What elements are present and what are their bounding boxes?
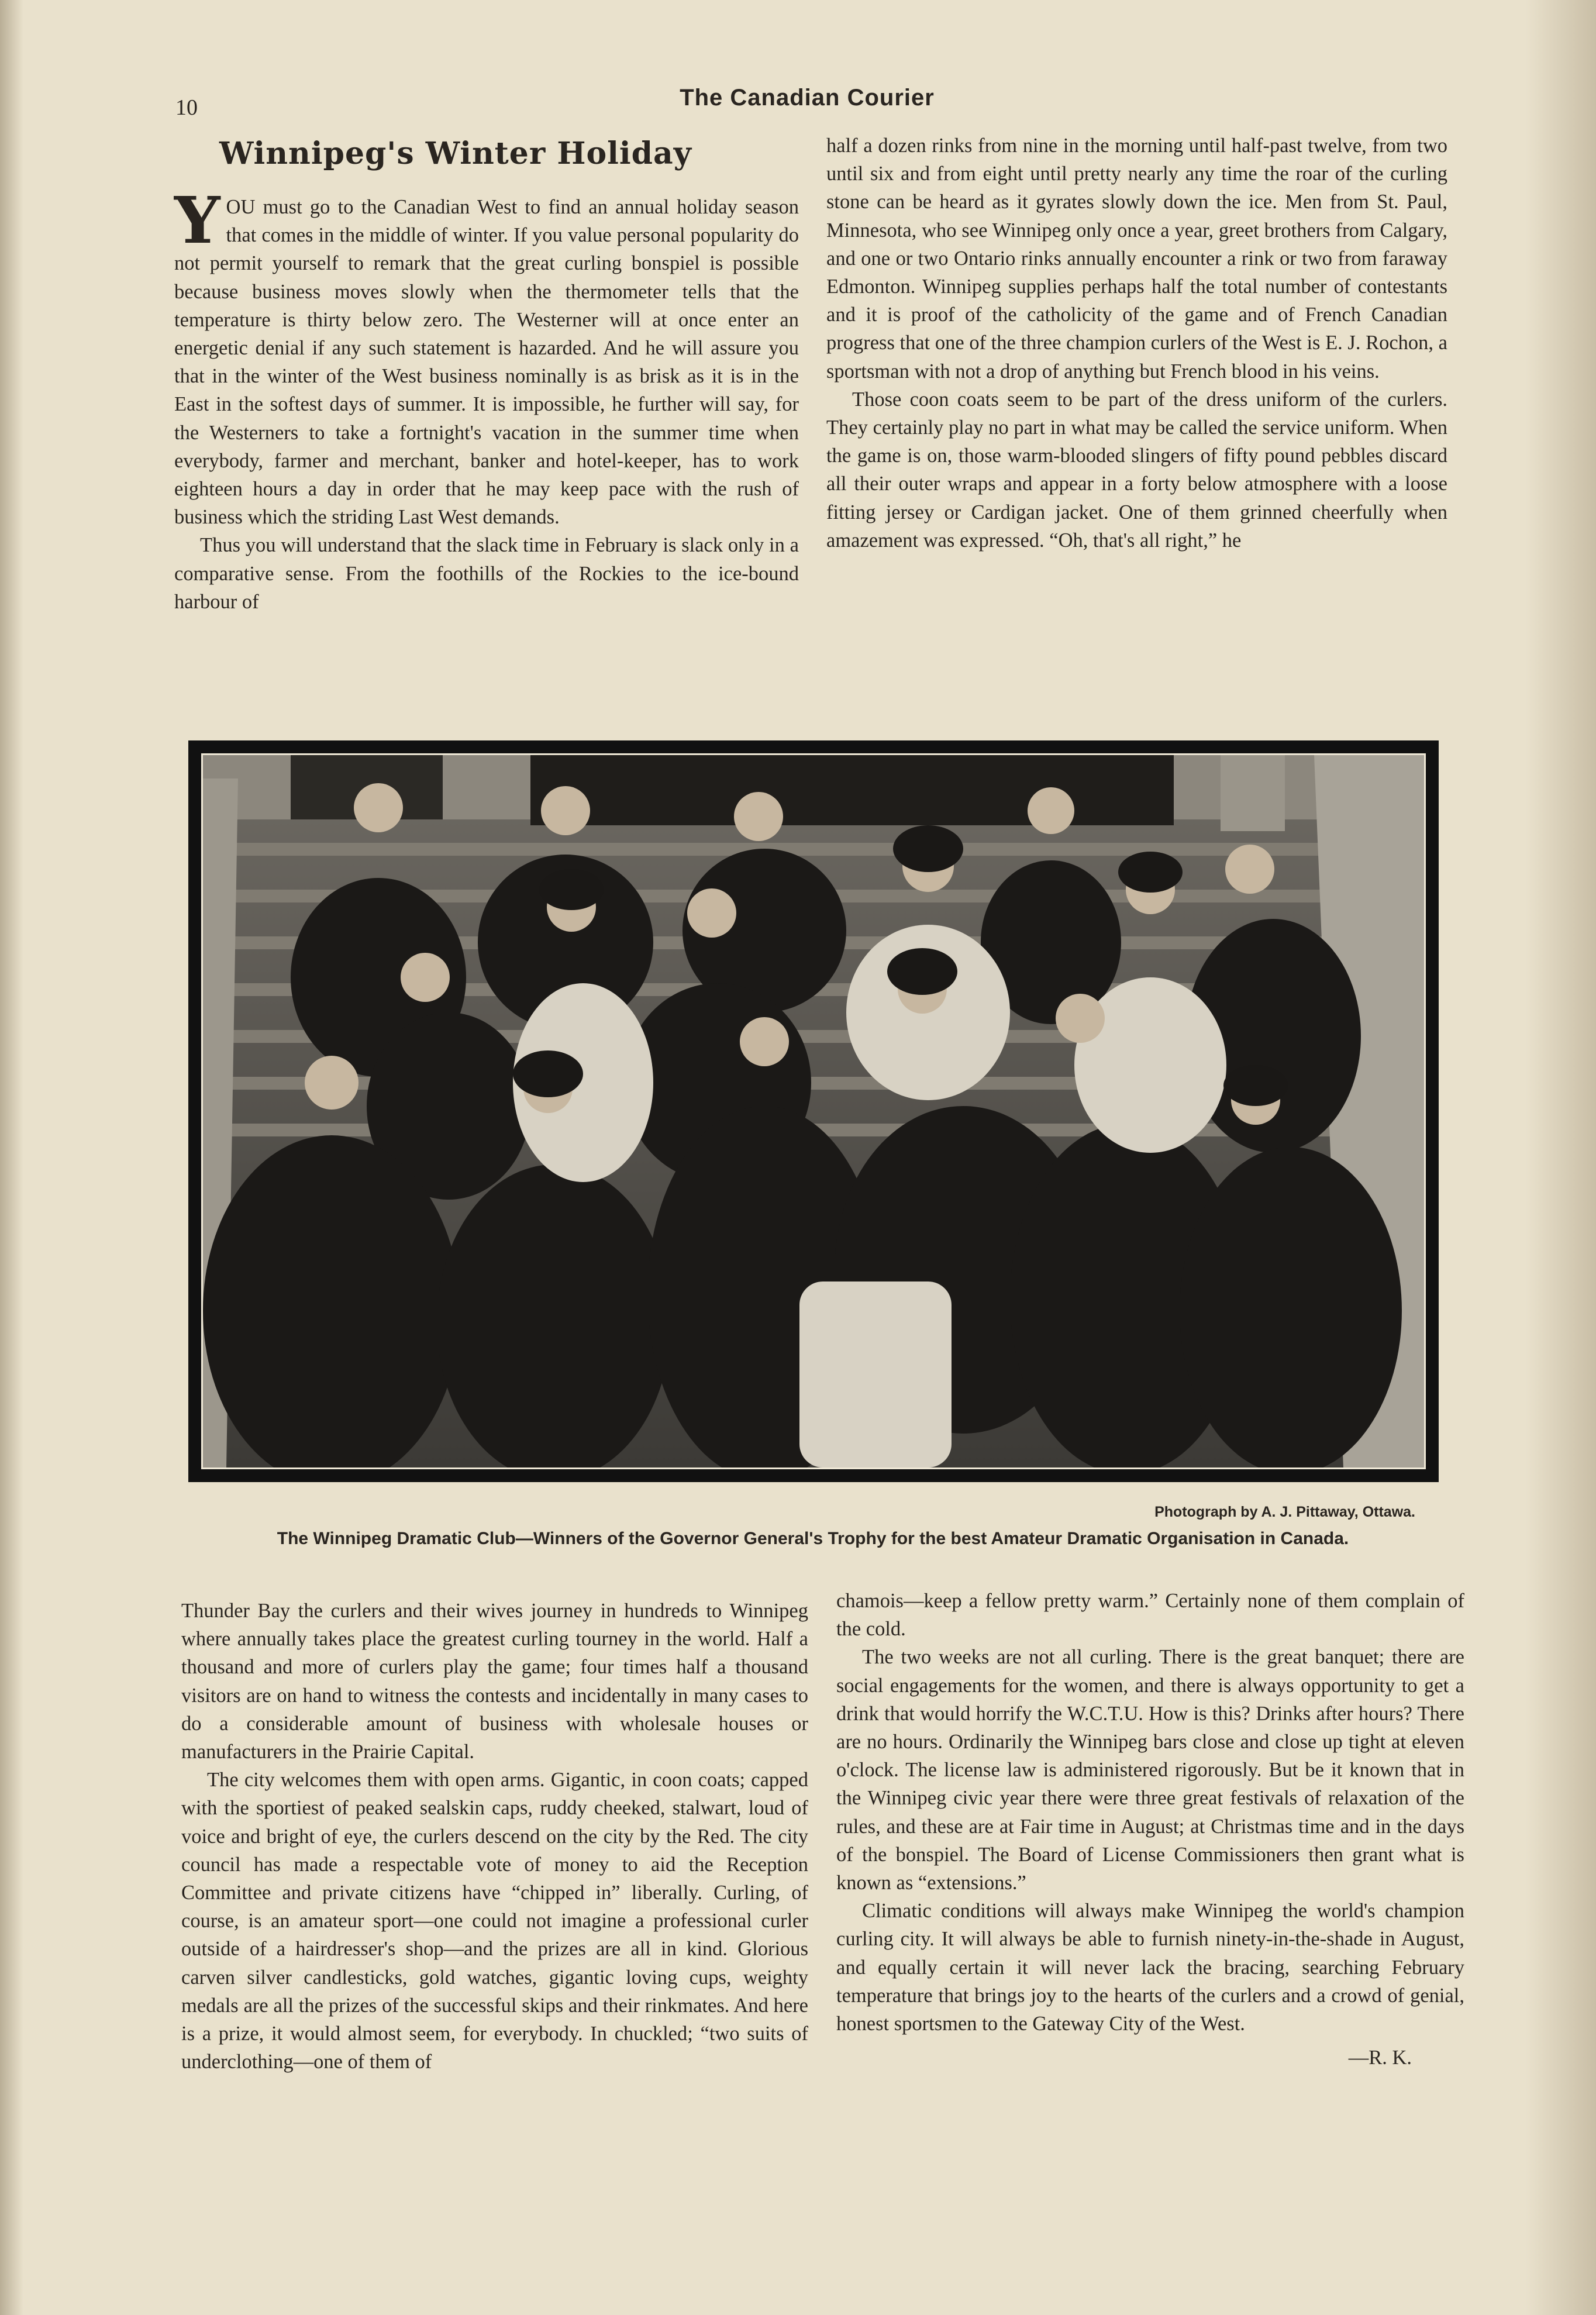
column-2-top — [826, 132, 1447, 554]
column-1-top — [174, 182, 799, 616]
page-gutter-shadow — [0, 0, 23, 2315]
page-number: 10 — [175, 95, 198, 120]
photo-caption: The Winnipeg Dramatic Club—Winners of the Governor General's Trophy for the best Amateur Dramatic Organisation in Canada. — [277, 1529, 1349, 1548]
column-1-bottom — [181, 1597, 808, 2076]
author-signature: —R. K. — [1348, 2047, 1412, 2069]
paragraph: chamois—keep a fellow pretty warm.” Certainly none of them complain of the cold. — [836, 1590, 1464, 1641]
paragraph: YOU must go to the Canadian West to find an annual holiday season that comes in the middle of winter. If you value personal popularity do not permit yourself to remark that the great curling bonspiel is possible because business moves slowly when the thermometer tells that the temperature is thirty below zero. The Westerner will at once enter an energetic denial if any such statement is hazarded. And he will assure you that in the winter of the West business nominally is as brisk as it is in the East in the softest days of summer. It is impossible, he further will say, for the Westerners to take a fortnight's vacation in the summer time when everybody, farmer and merchant, banker and hotel-keeper, has to work eighteen hours a day in order that he may keep pace with the rush of business which the striding Last West demands. — [174, 182, 799, 529]
article-title: Winnipeg's Winter Holiday — [219, 136, 692, 171]
paragraph: half a dozen rinks from nine in the morning until half-past twelve, from two until six and from eight until pretty nearly any time the roar of the curling stone can be heard as it gyrates slowly down the ice. Men from St. Paul, Minnesota, who see Winnipeg only once a year, greet brothers from Calgary, and one or two Ontario rinks annually encounter a rink or two from faraway Edmonton. Winnipeg supplies perhaps half the total number of contestants and it is proof of the catholicity of the game and of French Canadian progress that one of the three champion curlers of the West is E. J. Rochon, a sportsman with not a drop of anything but French blood in his veins. — [826, 135, 1447, 383]
drop-cap: Y — [174, 182, 220, 258]
paragraph: Thunder Bay the curlers and their wives journey in hundreds to Winnipeg where annually takes place the greatest curling tourney in the world. Half a thousand and more of curlers play the game; four times half a thousand visitors are on hand to witness the contests and incidentally in many cases to do a considerable amount of business with wholesale houses or manufacturers in the Prairie Capital. — [181, 1600, 808, 1763]
column-2-bottom — [836, 1587, 1464, 2072]
paragraph: The two weeks are not all curling. There is the great banquet; there are social engagements for the women, and there is always opportunity to get a drink that would horrify the W.C.T.U. How is this? Drinks after hours? There are no hours. Ordinarily the Winnipeg bars close and close up tight at eleven o'clock. The license law is administered rigorously. But be it known that in the Winnipeg civic year there were three great festivals of relaxation of the rules, and these are at Fair time in August; at Christmas time and in the days of the bonspiel. The Board of License Commissioners then grant what is known as “extensions.” — [836, 1646, 1464, 1894]
paragraph: Climatic conditions will always make Winnipeg the world's champion curling city. It will always be able to furnish ninety-in-the-shade in August, and equally certain it will never lack the bracing, searching February temperature that brings joy to the hearts of the curlers and a crowd of genial, honest sportsmen to the Gateway City of the West. — [836, 1900, 1464, 2035]
paragraph: Thus you will understand that the slack time in February is slack only in a comparative sense. From the foothills of the Rockies to the ice-bound harbour of — [174, 534, 799, 613]
paragraph: Those coon coats seem to be part of the dress uniform of the curlers. They certainly play no part in what may be called the service uniform. When the game is on, those warm-blooded slingers of fifty pound pebbles discard all their outer wraps and appear in a forty below atmosphere with a loose fitting jersey or Cardigan jacket. One of them grinned cheerfully when amazement was expressed. “Oh, that's all right,” he — [826, 388, 1447, 552]
paragraph: The city welcomes them with open arms. Gigantic, in coon coats; capped with the sportiest of peaked sealskin caps, ruddy cheeked, stalwart, loud of voice and bright of eye, the curlers descend on the city by the Red. The city council has made a respectable vote of money to aid the Reception Committee and private citizens have “chipped in” liberally. Curling, of course, is an amateur sport—one could not imagine a professional curler outside of a hairdresser's shop—and the prizes are all in kind. Glorious carven silver candlesticks, gold watches, gigantic loving cups, weighty medals are all the prizes of the successful skips and their rinkmates. And here is a prize, it would almost seem, for everybody. In chuckled; “two suits of underclothing—one of them of — [181, 1769, 808, 2073]
photo-credit: Photograph by A. J. Pittaway, Ottawa. — [1154, 1504, 1415, 1520]
group-photo-illustration — [203, 755, 1424, 1467]
group-photograph — [188, 740, 1439, 1482]
running-title: The Canadian Courier — [680, 85, 935, 111]
page-edge-shadow — [1526, 0, 1596, 2315]
